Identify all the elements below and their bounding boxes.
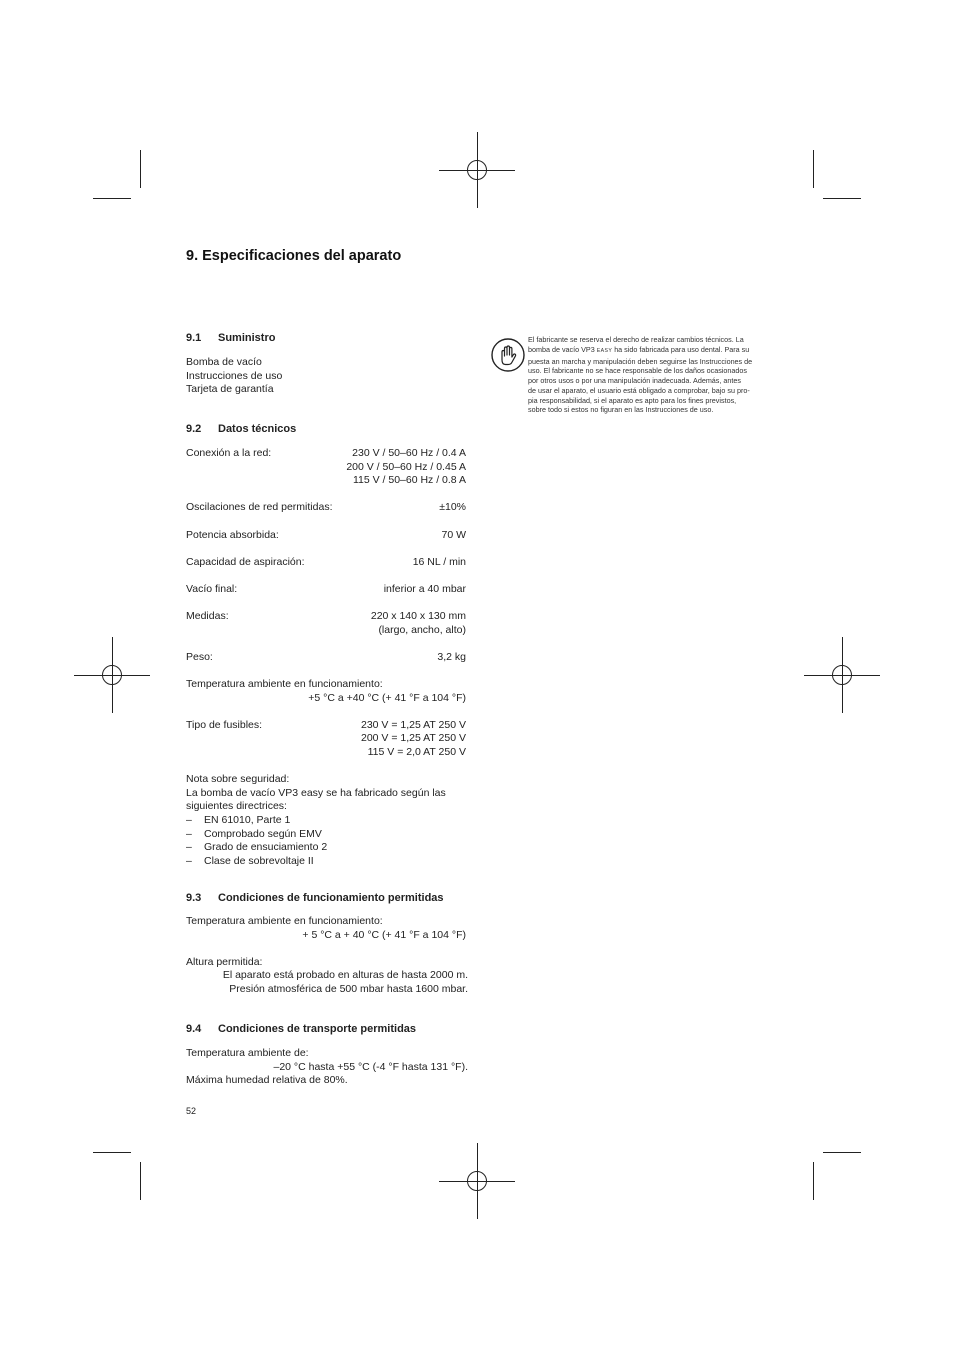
notice-line: de usar el aparato, el usuario está obligado a comprobar, bajo su pro- xyxy=(528,385,750,395)
spec-value xyxy=(371,610,466,637)
condition-label: Temperatura ambiente de: xyxy=(186,1047,309,1059)
page-number: 52 xyxy=(186,1106,197,1116)
condition-value: Presión atmosférica de 500 mbar hasta 1600 mbar. xyxy=(229,982,468,995)
spec-row-capacidad xyxy=(186,556,466,570)
spec-value-line: 115 V / 50–60 Hz / 0.8 A xyxy=(352,474,466,487)
section-heading-9-4 xyxy=(186,1023,416,1035)
spec-value-line: 200 V / 50–60 Hz / 0.45 A xyxy=(346,460,466,473)
crop-mark xyxy=(93,198,131,199)
section-heading-9-3 xyxy=(186,892,444,904)
spec-value: +5 °C a +40 °C (+ 41 °F a 104 °F) xyxy=(308,691,466,704)
spec-label: Temperatura ambiente en funcionamiento: xyxy=(186,678,383,691)
list-item: Bomba de vacío xyxy=(186,356,262,368)
section-label: Datos técnicos xyxy=(218,423,297,435)
spec-label: Medidas: xyxy=(186,610,229,623)
spec-value: inferior a 40 mbar xyxy=(383,582,466,595)
spec-row-oscilaciones xyxy=(186,501,466,515)
manufacturer-notice xyxy=(528,335,768,415)
list-item-text: EN 61010, Parte 1 xyxy=(204,814,291,827)
list-item xyxy=(186,841,466,855)
spec-row-medidas xyxy=(186,610,466,637)
notice-line: pia responsabilidad, si el aparato es apto para los fines previstos, xyxy=(528,395,737,405)
list-item-text: Grado de ensuciamiento 2 xyxy=(204,841,328,854)
safety-note-text: siguientes directrices: xyxy=(186,800,287,813)
spec-value-line: 200 V = 1,25 AT 250 V xyxy=(361,732,466,745)
condition-value: + 5 °C a + 40 °C (+ 41 °F a 104 °F) xyxy=(302,928,466,941)
registration-mark-left xyxy=(74,637,150,713)
list-item xyxy=(186,814,466,828)
section-heading-9-2 xyxy=(186,423,296,435)
spec-label: Capacidad de aspiración: xyxy=(186,555,305,568)
spec-value: 16 NL / min xyxy=(412,555,466,568)
technical-data xyxy=(186,447,466,868)
notice-text: ha sido fabricada para uso dental. Para su xyxy=(614,344,750,354)
condition-value: –20 °C hasta +55 °C (-4 °F hasta 131 °F). xyxy=(273,1060,468,1073)
section-label: Condiciones de transporte permitidas xyxy=(218,1023,417,1035)
notice-line xyxy=(528,345,768,357)
notice-text: bomba de vacío VP3 xyxy=(528,344,595,354)
safety-note-label: Nota sobre seguridad: xyxy=(186,773,290,786)
spec-value-line: 230 V = 1,25 AT 250 V xyxy=(361,718,466,731)
crop-mark xyxy=(93,1152,131,1153)
dash-bullet: – xyxy=(186,841,192,854)
supply-list xyxy=(186,356,466,397)
list-item-text: Comprobado según EMV xyxy=(204,827,322,840)
spec-row-peso xyxy=(186,651,466,665)
notice-line: El fabricante se reserva el derecho de realizar cambios técnicos. La xyxy=(528,335,744,344)
spec-row-fusibles xyxy=(186,719,466,760)
operating-conditions xyxy=(186,915,466,997)
product-suffix: EASY xyxy=(596,347,613,354)
spec-row-vacio xyxy=(186,583,466,597)
dash-bullet: – xyxy=(186,814,192,827)
section-label: Suministro xyxy=(218,332,276,344)
crop-mark xyxy=(813,150,814,188)
spec-value-line: 115 V = 2,0 AT 250 V xyxy=(367,746,466,759)
spec-label: Conexión a la red: xyxy=(186,447,272,459)
spec-label: Vacío final: xyxy=(186,582,238,595)
spec-value-line: 220 x 140 x 130 mm xyxy=(370,610,466,623)
spec-value xyxy=(346,447,466,488)
page-title: 9. Especificaciones del aparato xyxy=(186,248,402,264)
notice-line: sobre todo si estos no figuran en las Instrucciones de uso. xyxy=(528,405,714,415)
list-item xyxy=(186,828,466,842)
condition-label: Altura permitida: xyxy=(186,955,263,968)
notice-line: por otros usos o por una manipulación inadecuada. Además, antes xyxy=(528,376,741,385)
crop-mark xyxy=(140,1162,141,1200)
dash-bullet: – xyxy=(186,854,192,867)
hand-stop-icon xyxy=(491,338,525,372)
notice-line: puesta an marcha y manipulación deben seguirse las Instrucciones de xyxy=(528,356,753,366)
condition-label: Temperatura ambiente en funcionamiento: xyxy=(186,915,383,927)
crop-mark xyxy=(140,150,141,188)
list-item-text: Clase de sobrevoltaje II xyxy=(204,854,314,867)
section-heading-9-1 xyxy=(186,332,275,344)
section-number: 9.3 xyxy=(186,892,202,904)
section-label: Condiciones de funcionamiento permitidas xyxy=(218,892,444,904)
spec-value-line: (largo, ancho, alto) xyxy=(378,623,466,636)
spec-label: Peso: xyxy=(186,650,213,663)
safety-note-text: La bomba de vacío VP3 easy se ha fabricado según las xyxy=(186,786,446,799)
condition-value: Máxima humedad relativa de 80%. xyxy=(186,1074,348,1087)
list-item: Tarjeta de garantía xyxy=(186,383,274,396)
condition-value: El aparato está probado en alturas de hasta 2000 m. xyxy=(222,969,468,982)
spec-value: 70 W xyxy=(441,528,466,541)
spec-label: Oscilaciones de red permitidas: xyxy=(186,501,333,514)
spec-value xyxy=(361,719,466,760)
list-item: Instrucciones de uso xyxy=(186,369,283,382)
spec-label: Potencia absorbida: xyxy=(186,528,279,541)
spec-row-potencia xyxy=(186,529,466,543)
spec-row-conexion xyxy=(186,447,466,488)
section-number: 9.4 xyxy=(186,1023,202,1035)
transport-conditions xyxy=(186,1047,466,1088)
spec-value: 3,2 kg xyxy=(437,650,466,663)
notice-line: uso. El fabricante no se hace responsable de los daños ocasionados xyxy=(528,366,747,376)
section-number: 9.2 xyxy=(186,423,202,435)
crop-mark xyxy=(823,1152,861,1153)
spec-label: Tipo de fusibles: xyxy=(186,718,263,731)
registration-mark-right xyxy=(804,637,880,713)
registration-mark-top xyxy=(439,132,515,208)
registration-mark-bottom xyxy=(439,1143,515,1219)
spec-value: ±10% xyxy=(439,501,466,514)
dash-bullet: – xyxy=(186,827,192,840)
crop-mark xyxy=(813,1162,814,1200)
section-number: 9.1 xyxy=(186,332,202,344)
crop-mark xyxy=(823,198,861,199)
spec-value-line: 230 V / 50–60 Hz / 0.4 A xyxy=(352,447,466,459)
list-item xyxy=(186,855,466,869)
